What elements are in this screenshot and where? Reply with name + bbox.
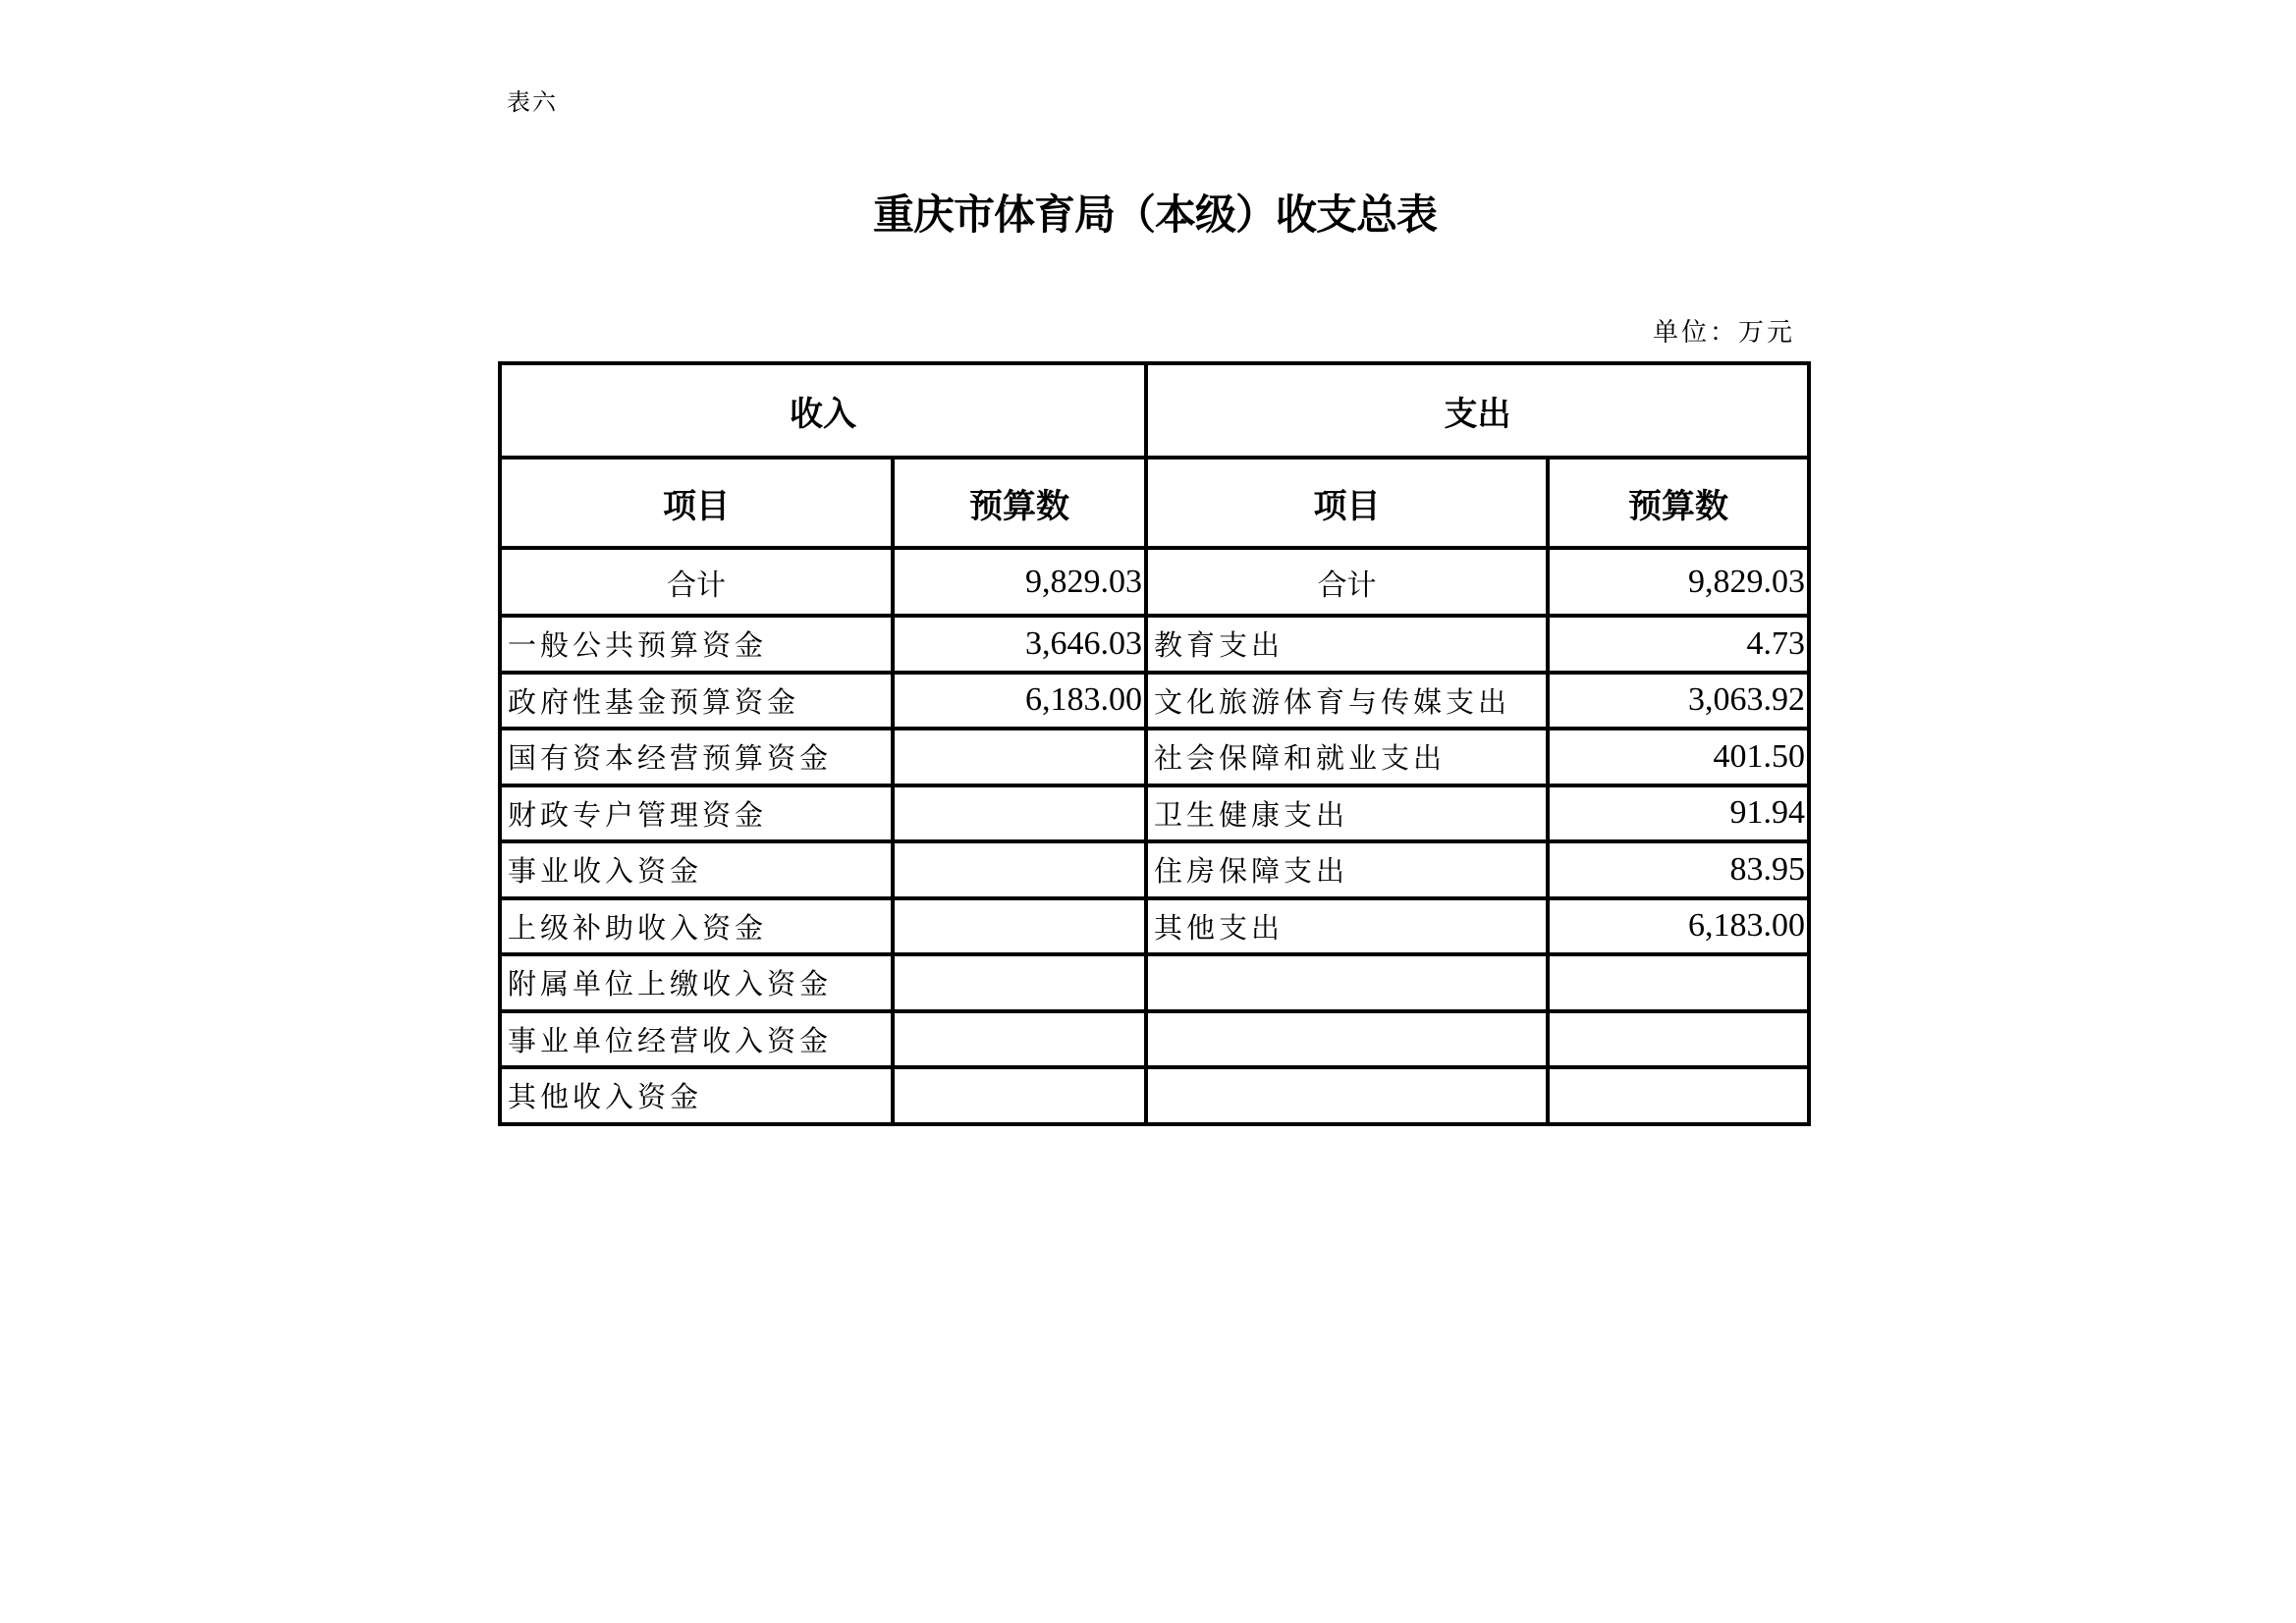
- income-total-value: 9,829.03: [893, 548, 1146, 616]
- income-budget: [893, 785, 1146, 842]
- total-row: [500, 548, 1809, 616]
- section-header-row: [500, 363, 1809, 458]
- expenditure-item: [1146, 954, 1548, 1011]
- expenditure-item-header: 项目: [1146, 458, 1548, 548]
- expenditure-budget: [1548, 1067, 1809, 1124]
- income-budget: 3,646.03: [893, 616, 1146, 673]
- income-budget: [893, 841, 1146, 898]
- table-row: [500, 729, 1809, 785]
- income-budget-header: 预算数: [893, 458, 1146, 548]
- income-budget: [893, 729, 1146, 785]
- expenditure-item: 教育支出: [1146, 616, 1548, 673]
- income-item: 其他收入资金: [500, 1067, 893, 1124]
- income-section-header: 收入: [500, 363, 1146, 458]
- income-item-header: 项目: [500, 458, 893, 548]
- income-item: 附属单位上缴收入资金: [500, 954, 893, 1011]
- expenditure-total-value: 9,829.03: [1548, 548, 1809, 616]
- income-budget: 6,183.00: [893, 673, 1146, 730]
- table-row: [500, 898, 1809, 955]
- income-budget: [893, 1011, 1146, 1068]
- income-item: 国有资本经营预算资金: [500, 729, 893, 785]
- expenditure-item: 社会保障和就业支出: [1146, 729, 1548, 785]
- column-header-row: [500, 458, 1809, 548]
- expenditure-budget: 4.73: [1548, 616, 1809, 673]
- expenditure-budget: 6,183.00: [1548, 898, 1809, 955]
- income-budget: [893, 1067, 1146, 1124]
- expenditure-budget: 3,063.92: [1548, 673, 1809, 730]
- income-item: 事业收入资金: [500, 841, 893, 898]
- expenditure-budget-header: 预算数: [1548, 458, 1809, 548]
- expenditure-item: 住房保障支出: [1146, 841, 1548, 898]
- table-number-label: 表六: [507, 88, 558, 116]
- income-item: 一般公共预算资金: [500, 616, 893, 673]
- income-item: 上级补助收入资金: [500, 898, 893, 955]
- expenditure-item: [1146, 1011, 1548, 1068]
- expenditure-budget: [1548, 1011, 1809, 1068]
- expenditure-budget: 83.95: [1548, 841, 1809, 898]
- income-budget: [893, 954, 1146, 1011]
- expenditure-total-label: 合计: [1146, 548, 1548, 616]
- table-row: [500, 841, 1809, 898]
- expenditure-budget: [1548, 954, 1809, 1011]
- expenditure-item: 其他支出: [1146, 898, 1548, 955]
- income-budget: [893, 898, 1146, 955]
- expenditure-item: 文化旅游体育与传媒支出: [1146, 673, 1548, 730]
- income-total-label: 合计: [500, 548, 893, 616]
- budget-summary-table: [498, 361, 1811, 1126]
- expenditure-item: 卫生健康支出: [1146, 785, 1548, 842]
- unit-label: 单位：万元: [1653, 318, 1796, 348]
- expenditure-section-header: 支出: [1146, 363, 1809, 458]
- expenditure-budget: 91.94: [1548, 785, 1809, 842]
- income-item: 事业单位经营收入资金: [500, 1011, 893, 1068]
- table-row: [500, 1011, 1809, 1068]
- table-row: [500, 1067, 1809, 1124]
- table-row: [500, 954, 1809, 1011]
- table-row: [500, 673, 1809, 730]
- expenditure-budget: 401.50: [1548, 729, 1809, 785]
- expenditure-item: [1146, 1067, 1548, 1124]
- income-item: 财政专户管理资金: [500, 785, 893, 842]
- table-row: [500, 785, 1809, 842]
- document-title: 重庆市体育局（本级）收支总表: [872, 190, 1437, 239]
- income-item: 政府性基金预算资金: [500, 673, 893, 730]
- table-row: [500, 616, 1809, 673]
